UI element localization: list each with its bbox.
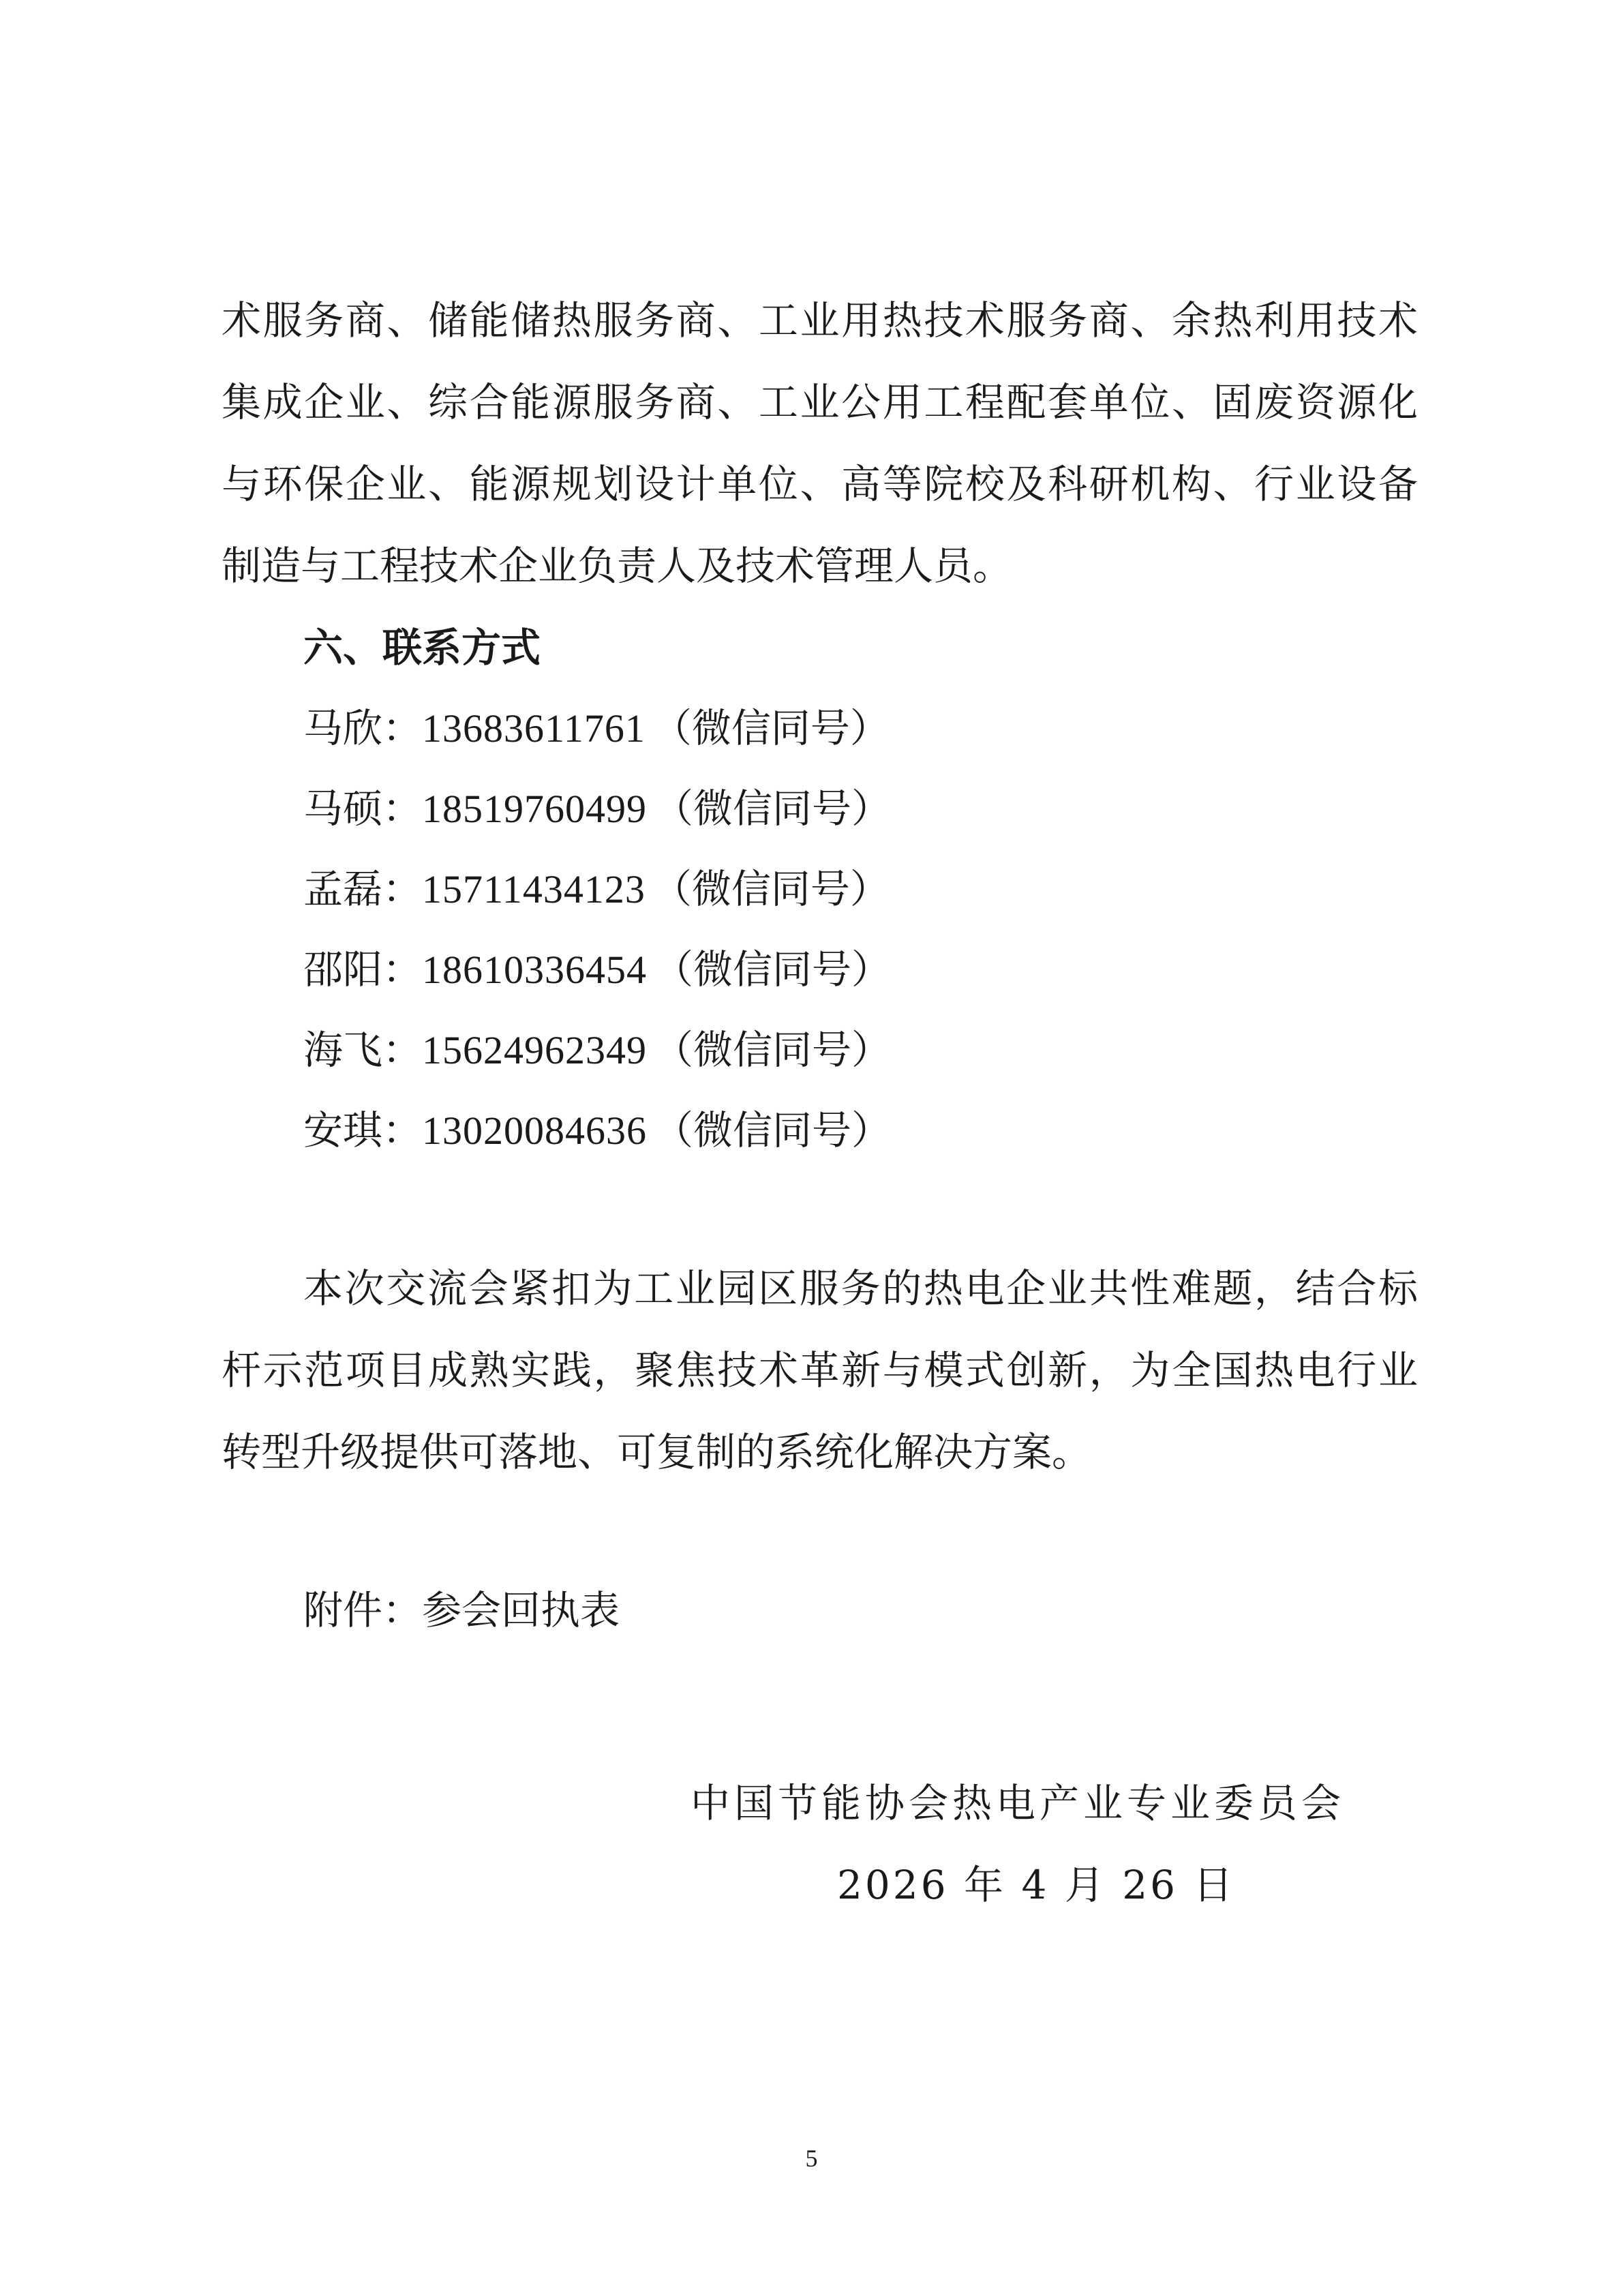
contact-colon: ： bbox=[382, 946, 423, 993]
contact-name: 孟磊 bbox=[303, 866, 383, 912]
contact-phone: 18519760499 bbox=[422, 787, 648, 831]
contact-name: 安琪 bbox=[303, 1107, 383, 1153]
contact-phone: 15711434123 bbox=[422, 867, 646, 911]
contact-note: （微信同号） bbox=[654, 1107, 892, 1153]
contact-phone: 18610336454 bbox=[422, 948, 648, 992]
contact-colon: ： bbox=[382, 785, 423, 832]
summary-line-3: 转型升级提供可落地、可复制的系统化解决方案。 bbox=[222, 1429, 1092, 1475]
contact-row bbox=[303, 946, 891, 994]
signature-date: 2026 年 4 月 26 日 bbox=[837, 1862, 1236, 1908]
contact-name: 邵阳 bbox=[303, 946, 383, 993]
body-line-2: 集成企业、综合能源服务商、工业公用工程配套单位、固废资源化 bbox=[222, 379, 1418, 425]
contact-row bbox=[303, 1026, 891, 1074]
contact-row bbox=[303, 785, 891, 833]
page-number: 5 bbox=[805, 2145, 818, 2172]
contact-note: （微信同号） bbox=[654, 785, 892, 832]
contact-note: （微信同号） bbox=[652, 866, 890, 912]
contact-name: 马欣 bbox=[303, 705, 383, 751]
contact-colon: ： bbox=[382, 705, 423, 751]
attachment-note: 附件：参会回执表 bbox=[303, 1587, 620, 1633]
contact-row bbox=[303, 865, 890, 913]
contact-colon: ： bbox=[382, 1107, 423, 1153]
contact-note: （微信同号） bbox=[654, 1027, 892, 1073]
contact-name: 马硕 bbox=[303, 785, 383, 832]
contact-row bbox=[303, 1106, 891, 1155]
contact-phone: 15624962349 bbox=[422, 1028, 648, 1072]
summary-line-1: 本次交流会紧扣为工业园区服务的热电企业共性难题，结合标 bbox=[303, 1265, 1418, 1312]
contact-note: （微信同号） bbox=[654, 946, 892, 993]
contact-colon: ： bbox=[382, 1027, 423, 1073]
body-line-4: 制造与工程技术企业负责人及技术管理人员。 bbox=[222, 543, 1013, 589]
contact-name: 海飞 bbox=[303, 1027, 383, 1073]
body-line-1: 术服务商、储能储热服务商、工业用热技术服务商、余热利用技术 bbox=[222, 297, 1418, 344]
contact-row bbox=[303, 704, 890, 753]
contact-phone: 13683611761 bbox=[422, 706, 646, 751]
contact-colon: ： bbox=[382, 866, 423, 912]
contact-note: （微信同号） bbox=[652, 705, 890, 751]
signature-organization: 中国节能协会热电产业专业委员会 bbox=[691, 1780, 1346, 1826]
contact-phone: 13020084636 bbox=[422, 1108, 648, 1153]
section-heading: 六、联系方式 bbox=[303, 624, 541, 671]
body-line-3: 与环保企业、能源规划设计单位、高等院校及科研机构、行业设备 bbox=[222, 461, 1418, 507]
summary-line-2: 杆示范项目成熟实践，聚焦技术革新与模式创新，为全国热电行业 bbox=[222, 1347, 1418, 1393]
